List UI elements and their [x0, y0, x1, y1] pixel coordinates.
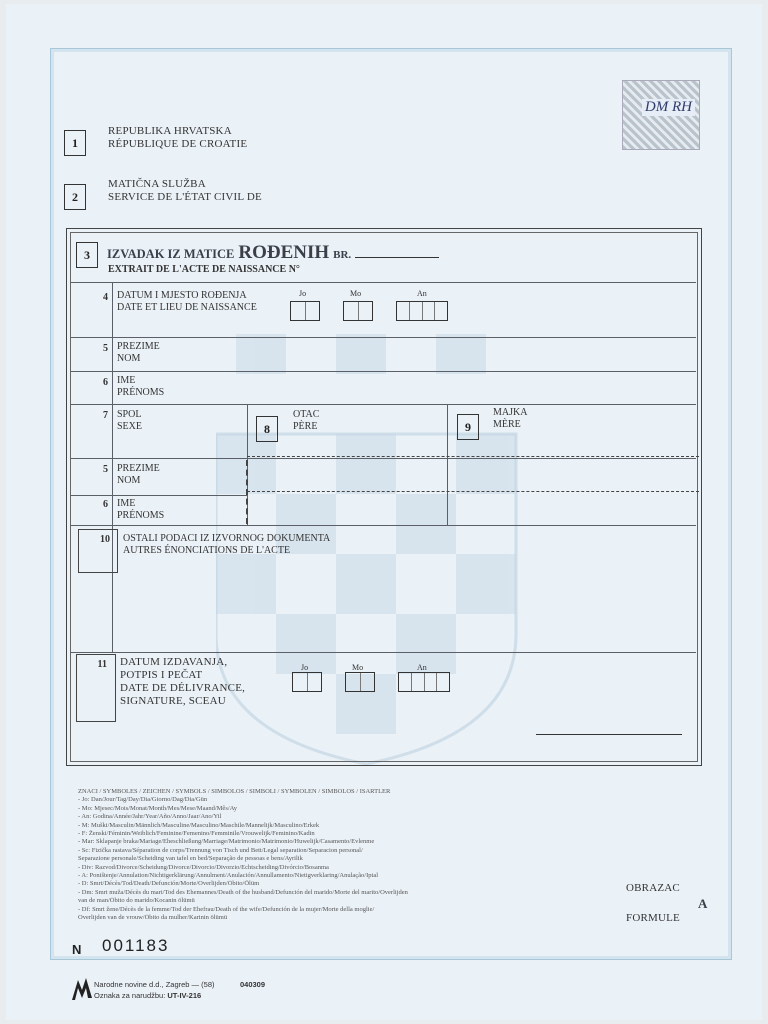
- father-label: [293, 409, 319, 433]
- mother-label-hr: MAJKA: [493, 407, 528, 418]
- stamp-text: DM RH: [642, 99, 695, 116]
- order-code: [94, 991, 201, 1000]
- form-type-label-fr: FORMULE: [626, 912, 680, 924]
- sex-label-fr: SEXE: [117, 421, 142, 432]
- country-hr: REPUBLIKA HRVATSKA: [108, 125, 232, 137]
- issue-label-2: POTPIS I PEČAT: [120, 669, 203, 681]
- symbol-line: - Sc: Fizička rastava/Séparation de corps/Trennung von Tisch und Bett/Legal separation/Separacion personal/: [78, 846, 363, 854]
- issue-label-4: SIGNATURE, SCEAU: [120, 695, 226, 707]
- parent-divider-top: [247, 456, 699, 457]
- row-number-6: 6: [103, 377, 108, 388]
- document-title: [107, 242, 439, 264]
- issue-label-1: DATUM IZDAVANJA,: [120, 656, 228, 668]
- order-label: Oznaka za narudžbu:: [94, 991, 166, 1000]
- field-number-2: 2: [64, 184, 86, 210]
- other-data-hr: OSTALI PODACI IZ IZVORNOG DOKUMENTA: [123, 533, 331, 544]
- dmrh-stamp: [622, 80, 700, 150]
- title-br: BR.: [333, 249, 352, 261]
- father-label-fr: PÈRE: [293, 421, 318, 432]
- symbol-line: - Df: Smrt žene/Décès de la femme/Tod der Ehefrau/Death of the wife/Defunción de la mujer/Morte della moglie/: [78, 905, 375, 913]
- parent-given-name-fr: PRÉNOMS: [117, 510, 165, 521]
- birth-month-input[interactable]: [343, 301, 373, 321]
- parent-left-dash: [246, 460, 248, 524]
- symbols-legend: [78, 788, 518, 923]
- surname-label-fr: NOM: [117, 353, 141, 364]
- field-number-8: 8: [256, 416, 278, 442]
- parent-surname-label: [117, 463, 160, 487]
- symbol-line: - An: Godina/Année/Jahr/Year/Año/Anno/Jaar/Ano/Yil: [78, 813, 222, 821]
- parent-surname-hr: PREZIME: [117, 463, 160, 474]
- birth-label-hr: DATUM I MJESTO ROĐENJA: [117, 290, 247, 301]
- sex-label-hr: SPOL: [117, 409, 142, 420]
- birth-month-label: Mo: [350, 289, 362, 298]
- issue-year-label: An: [417, 663, 427, 672]
- other-data-label: [123, 533, 330, 557]
- given-name-label: [117, 375, 164, 399]
- given-name-label-fr: PRÉNOMS: [117, 387, 165, 398]
- row-number-10: 10: [100, 534, 110, 545]
- field-number-1: 1: [64, 130, 86, 156]
- service-hr: MATIČNA SLUŽBA: [108, 178, 206, 190]
- issue-month-input[interactable]: [345, 672, 375, 692]
- surname-label: [117, 341, 160, 365]
- symbol-line: - A: Poništenje/Annulation/Nichtigerklärung/Annulment/Anulación/Annullamento/Nietigverklaring/Anulação/Iptal: [78, 872, 379, 880]
- birth-year-input[interactable]: [396, 301, 448, 321]
- parent-row-number-5: 5: [103, 464, 108, 475]
- issue-year-input[interactable]: [398, 672, 450, 692]
- register-number-line[interactable]: [355, 257, 439, 258]
- row-number-4: 4: [103, 292, 108, 303]
- issue-date-label: [120, 656, 245, 708]
- other-data-fr: AUTRES ÉNONCIATIONS DE L'ACTE: [123, 545, 291, 556]
- service-heading: [108, 178, 262, 204]
- country-heading: [108, 125, 247, 151]
- symbol-line: - D: Smrt/Décès/Tod/Death/Defunción/Morte/Overlijden/Óbito/Ölüm: [78, 880, 260, 888]
- birth-day-input[interactable]: [290, 301, 320, 321]
- row-number-5: 5: [103, 343, 108, 354]
- symbol-line: ZNACI / SYMBOLES / ZEICHEN / SYMBOLS / SIMBOLOS / SIMBOLI / SYMBOLEN / SIMBOLOS / ISARTLER: [78, 788, 391, 795]
- publisher-code: 040309: [240, 980, 266, 989]
- symbol-line: - Div: Razvod/Divorce/Scheidung/Divorce/Divorcio/Divorzio/Echtscheiding/Divórcio/Bosanma: [78, 863, 329, 871]
- sex-label: [117, 409, 142, 433]
- birth-date-place-label: [117, 290, 257, 314]
- field-number-9: 9: [457, 414, 479, 440]
- symbol-line: - Mar: Sklapanje braka/Mariage/Eheschließung/Marriage/Matrimonio/Matrimonio/Huwelijk/Casamento/Evlenme: [78, 838, 375, 846]
- parent-divider-bottom: [247, 491, 699, 492]
- mother-label-fr: MÈRE: [493, 419, 521, 430]
- signature-line[interactable]: [536, 734, 682, 735]
- country-fr: RÉPUBLIQUE DE CROATIE: [108, 138, 248, 150]
- symbol-line: - F: Ženski/Féminin/Weiblich/Feminine/Femenino/Femminile/Vrouwelijk/Feminino/Kadin: [78, 830, 315, 838]
- form-type-letter: A: [698, 896, 708, 911]
- publisher-text: Narodne novine d.d., Zagreb — (58): [94, 980, 215, 989]
- symbol-line: - M: Muški/Masculin/Männlich/Masculine/Masculino/Maschile/Mannelijk/Masculino/Erkek: [78, 821, 320, 829]
- symbol-line: Overlijden van de vrouw/Óbito da mulher/Karinin ölümü: [78, 914, 228, 922]
- birth-day-label: Jo: [299, 289, 307, 298]
- title-prefix: IZVADAK IZ MATICE: [107, 247, 235, 261]
- narodne-novine-logo-icon: [70, 976, 94, 1002]
- parent-given-name-hr: IME: [117, 498, 136, 509]
- symbol-line: Separazione personale/Scheiding van tafel en bed/Separação de pessoas e bens/Ayrilik: [78, 855, 303, 863]
- symbol-line: - Mo: Mjesec/Mois/Monat/Month/Mes/Mese/Maand/Mês/Ay: [78, 804, 238, 812]
- serial-number: 001183: [102, 936, 170, 955]
- field-number-3: 3: [76, 242, 98, 268]
- symbol-line: van de man/Óbito do marido/Kocanin ölümü: [78, 897, 195, 905]
- serial-prefix: N: [72, 942, 82, 957]
- parent-given-name-label: [117, 498, 164, 522]
- symbol-line: - Jo: Dan/Jour/Tag/Day/Dia/Giorno/Dag/Dia/Gün: [78, 796, 208, 804]
- symbol-line: - Dm: Smrt muža/Décès du mari/Tod des Ehemannes/Death of the husband/Defunción del marido/Morte del marito/Overlijden: [78, 888, 408, 896]
- parent-surname-fr: NOM: [117, 475, 141, 486]
- title-subtitle: EXTRAIT DE L'ACTE DE NAISSANCE N°: [108, 264, 300, 275]
- given-name-label-hr: IME: [117, 375, 136, 386]
- parent-row-number-6: 6: [103, 499, 108, 510]
- birth-year-label: An: [417, 289, 427, 298]
- form-type-label-hr: OBRAZAC: [626, 882, 680, 894]
- document-sheet: [6, 4, 762, 1020]
- mother-label: [493, 407, 527, 431]
- father-label-hr: OTAC: [293, 409, 320, 420]
- service-fr: SERVICE DE L'ÉTAT CIVIL DE: [108, 191, 262, 203]
- birth-label-fr: DATE ET LIEU DE NAISSANCE: [117, 302, 257, 313]
- row-number-7: 7: [103, 410, 108, 421]
- issue-day-label: Jo: [301, 663, 309, 672]
- title-bold: ROĐENIH: [238, 242, 330, 263]
- issue-month-label: Mo: [352, 663, 364, 672]
- order-value: UT-IV-216: [167, 991, 202, 1000]
- surname-label-hr: PREZIME: [117, 341, 160, 352]
- row-number-11: 11: [97, 659, 107, 670]
- issue-label-3: DATE DE DÉLIVRANCE,: [120, 682, 246, 694]
- issue-day-input[interactable]: [292, 672, 322, 692]
